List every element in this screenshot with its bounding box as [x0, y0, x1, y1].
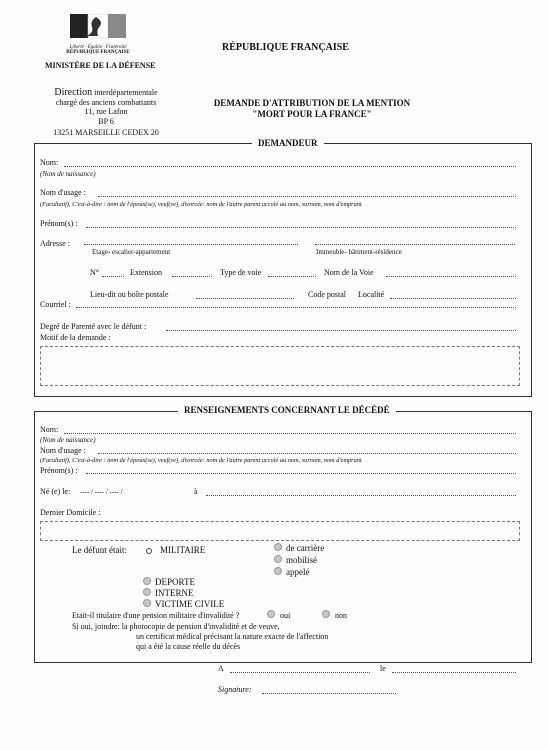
carriere-label: de carrière [286, 543, 325, 553]
parente-field[interactable] [166, 330, 516, 331]
decede-prenoms-label: Prénom(s) : [40, 466, 78, 475]
localite-label: Localité [358, 290, 385, 299]
mobilise-label: mobilisé [286, 555, 317, 565]
date-naissance-field[interactable]: ---- / ---- / ---- / [80, 488, 123, 496]
mobilise-radio[interactable] [274, 555, 282, 563]
courriel-label: Courriel : [40, 300, 71, 309]
nom-usage-hint: (Facultatif), C'est-à-dire : nom de l'époux(se), veuf(ve), divorcée: nom de l'autre parent accolé au nom, surnom, nom d'emprunt [40, 201, 362, 208]
lieu-signature-label: A [218, 664, 224, 673]
republic-heading: RÉPUBLIQUE FRANÇAISE [222, 42, 349, 53]
interne-radio[interactable] [143, 588, 151, 596]
nom-voie-label: Nom de la Voie [324, 268, 374, 277]
direction-label: Direction [54, 87, 93, 98]
motif-label: Motif de la demande : [40, 333, 111, 342]
domicile-textarea[interactable] [40, 521, 520, 541]
demandeur-title: DEMANDEUR [252, 138, 324, 148]
nom-voie-field[interactable] [386, 276, 516, 277]
joindre-line2: un certificat médical précisant la nature exacte de l'affection [136, 632, 329, 641]
motto: Liberté · Égalité · Fraternité [69, 45, 127, 50]
code-postal-label: Code postal [308, 290, 346, 299]
extension-field[interactable] [172, 276, 212, 277]
date-signature-field[interactable] [392, 672, 516, 673]
etage-label: Etage- escalier-appartement [92, 248, 171, 256]
victime-radio[interactable] [143, 599, 151, 607]
pension-oui-label: oui [280, 611, 291, 620]
direction-line3: 11, rue Lafon [84, 107, 128, 116]
logo-text: RÉPUBLIQUE FRANÇAISE [66, 50, 130, 55]
adresse-label: Adresse : [40, 239, 70, 248]
lieu-dit-field[interactable] [196, 298, 294, 299]
form-title-line1: DEMANDE D'ATTRIBUTION DE LA MENTION [213, 98, 411, 108]
decede-nom-usage-label: Nom d'usage : [40, 446, 86, 455]
prenoms-field[interactable] [86, 227, 516, 228]
form-title [182, 98, 442, 120]
etage-field[interactable] [84, 244, 298, 245]
deporte-radio[interactable] [143, 577, 151, 585]
pension-non-radio[interactable] [322, 610, 330, 618]
nom-hint: (Nom de naissance) [40, 170, 96, 178]
courriel-field[interactable] [76, 307, 516, 308]
deporte-label: DEPORTE [155, 577, 195, 587]
interne-label: INTERNE [155, 588, 194, 598]
form-title-line2: "MORT POUR LA FRANCE" [252, 109, 372, 119]
lieu-dit-label: Lieu-dit ou boîte postale [90, 290, 169, 299]
appele-label: appelé [286, 567, 310, 577]
decede-nom-field[interactable] [64, 433, 516, 434]
nom-field[interactable] [64, 166, 516, 167]
carriere-radio[interactable] [274, 543, 282, 551]
immeuble-label: Immeuble- bâtiment-résidence [316, 248, 402, 256]
domicile-label: Dernier Domicile : [40, 508, 101, 517]
signature-field[interactable] [262, 693, 396, 694]
direction-suffix: interdépartementale [94, 88, 158, 97]
defunt-label: Le défunt était: [72, 545, 127, 555]
militaire-label: MILITAIRE [160, 545, 206, 555]
ne-label: Né (e) le: [40, 487, 71, 496]
pension-oui-radio[interactable] [267, 610, 275, 618]
lieu-naissance-field[interactable] [206, 495, 516, 496]
republic-logo [66, 14, 130, 55]
extension-label: Extension [130, 268, 162, 277]
numero-label: N° [90, 268, 99, 277]
signature-label: Signature: [218, 685, 252, 694]
direction-line2: chargé des anciens combattants [55, 97, 157, 107]
direction-address [40, 88, 172, 138]
decede-nom-label: Nom: [40, 425, 59, 434]
lieu-signature-field[interactable] [230, 672, 370, 673]
prenoms-label: Prénom(s) : [40, 219, 78, 228]
direction-line4: BP 6 [98, 116, 114, 126]
ministry-name: MINISTÈRE DE LA DÉFENSE [45, 61, 156, 70]
decede-nom-hint: (Nom de naissance) [40, 436, 96, 444]
pension-question: Etait-il titulaire d'une pension militaire d'invalidité ? [72, 611, 240, 620]
joindre-line1: Si oui, joindre: la photocopie de pension d'invalidité et de veuve, [72, 622, 280, 631]
immeuble-field[interactable] [315, 244, 515, 245]
type-voie-field[interactable] [268, 276, 316, 277]
nom-label: Nom: [40, 158, 59, 167]
joindre-line3: qui a été la cause réelle du décès [136, 642, 241, 651]
date-signature-label: le [380, 664, 386, 673]
appele-radio[interactable] [274, 567, 282, 575]
militaire-radio[interactable] [146, 548, 152, 554]
victime-label: VICTIME CIVILE [155, 599, 225, 609]
nom-usage-field[interactable] [98, 196, 516, 197]
marianne-emblem-icon [66, 14, 130, 40]
direction-line5: 13251 MARSEILLE CEDEX 20 [53, 128, 159, 137]
parente-label: Degré de Parenté avec le défunt : [40, 322, 147, 331]
type-voie-label: Type de voie [220, 268, 262, 277]
lieu-naissance-label: à [194, 487, 198, 496]
decede-title: RENSEIGNEMENTS CONCERNANT LE DÉCÉDÉ [178, 405, 396, 415]
decede-prenoms-field[interactable] [86, 473, 516, 474]
numero-field[interactable] [102, 276, 124, 277]
motif-textarea[interactable] [40, 346, 520, 386]
pension-non-label: non [335, 611, 347, 620]
nom-usage-label: Nom d'usage : [40, 188, 86, 197]
localite-field[interactable] [390, 298, 516, 299]
decede-nom-usage-field[interactable] [98, 453, 516, 454]
decede-nom-usage-hint: (Facultatif), C'est-à-dire : nom de l'époux(se), veuf(ve), divorcée: nom de l'autre parent accolé au nom, surnom, nom d'emprunt [40, 457, 362, 464]
